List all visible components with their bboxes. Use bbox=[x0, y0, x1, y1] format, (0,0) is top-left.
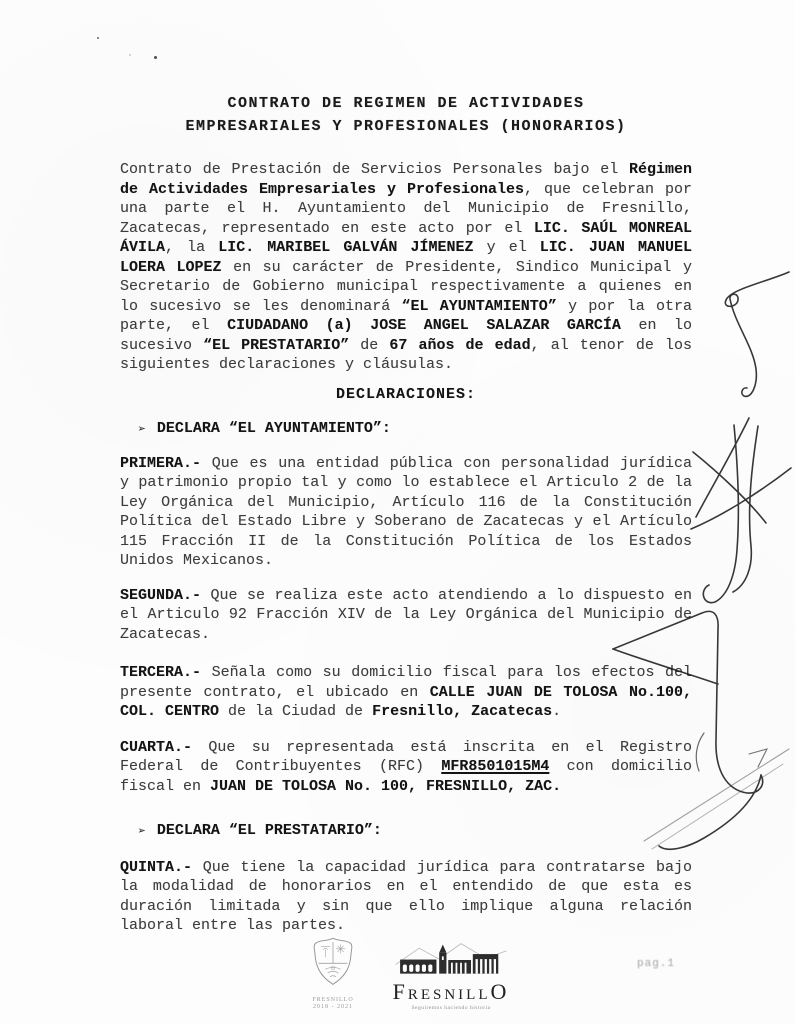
fresnillo-logo bbox=[386, 940, 516, 1011]
wordmark-initial: F bbox=[392, 979, 408, 1004]
municipal-shield-logo bbox=[300, 936, 366, 1011]
block-quinta: QUINTA.- Que tiene la capacidad jurídica para contratarse bajo la modalidad de honorarios en el entendido de que esta es duración limitada y sin que ello implique alguna relación laboral entre las partes. bbox=[120, 858, 693, 934]
document-title-line1: CONTRATO DE REGIMEN DE ACTIVIDADES bbox=[227, 95, 585, 112]
block-tercera: TERCERA.- Señala como su domicilio fiscal para los efectos del presente contrato, el ubicado en CALLE JUAN DE TOLOSA No.100, COL. CENTRO de la Ciudad de Fresnillo, Zacatecas. bbox=[120, 664, 692, 720]
heading-text: DECLARA “EL PRESTATARIO”: bbox=[156, 822, 382, 839]
fresnillo-wordmark bbox=[386, 979, 516, 1004]
document-title bbox=[120, 92, 692, 138]
arrow-bullet-icon: ➢ bbox=[138, 824, 146, 839]
arrow-bullet-icon: ➢ bbox=[138, 422, 146, 437]
fresnillo-tagline: Seguiremos haciendo historia bbox=[411, 1005, 491, 1011]
document-content bbox=[120, 92, 692, 936]
scan-speck bbox=[154, 56, 157, 59]
document-body bbox=[120, 160, 692, 936]
document-title-line2: EMPRESARIALES Y PROFESIONALES (HONORARIOS) bbox=[185, 118, 627, 135]
heading-text: DECLARA “EL AYUNTAMIENTO”: bbox=[156, 420, 391, 437]
wordmark-middle: RESNILL bbox=[407, 987, 491, 1003]
scan-speck bbox=[129, 54, 131, 56]
block-primera: PRIMERA.- Que es una entidad pública con personalidad jurídica y patrimonio propio tal y como lo establece el Articulo 2 de la Ley Orgánica del Municipio, Artículo 116 de la Constitución Política del Estado Libre y Soberano de Zacatecas y el Artículo 115 Fracción II de la Constitución Política de los Estados Unidos Mexicanos. bbox=[120, 454, 693, 569]
block-declaraciones: DECLARACIONES: bbox=[335, 385, 477, 403]
shield-caption-line2: 2018 - 2021 bbox=[313, 1004, 353, 1010]
page-number-label: pag.1 bbox=[637, 958, 676, 970]
fresnillo-skyline-icon bbox=[390, 940, 512, 980]
block-intro: Contrato de Prestación de Servicios Personales bajo el Régimen de Actividades Empresariales y Profesionales, que celebran por una parte el H. Ayuntamiento del Municipio de Fresnillo, Zacatecas, representado en este acto por el LIC. SAÚL MONREAL ÁVILA, la LIC. MARIBEL GALVÁN JÍMENEZ y el LIC. JUAN MANUEL LOERA LOPEZ en su carácter de Presidente, Sindico Municipal y Secretario de Gobierno municipal respectivamente a quienes en lo sucesivo se les denominará “EL AYUNTAMIENTO” y por la otra parte, el CIUDADANO (a) JOSE ANGEL SALAZAR GARCÍA en lo sucesivo “EL PRESTATARIO” de 67 años de edad, al tenor de los siguientes declaraciones y cláusulas. bbox=[120, 161, 693, 373]
block-cuarta: CUARTA.- Que su representada está inscrita en el Registro Federal de Contribuyentes (RFC) MFR8501015M4 con domicilio fiscal en JUAN DE TOLOSA No. 100, FRESNILLO, ZAC. bbox=[120, 738, 693, 795]
block-declara-prestatario bbox=[120, 821, 692, 841]
wordmark-final: O bbox=[490, 979, 510, 1004]
shield-caption-line1: FRESNILLO bbox=[312, 997, 354, 1003]
shield-icon bbox=[310, 936, 356, 992]
shield-caption bbox=[300, 997, 366, 1011]
scan-speck bbox=[97, 37, 99, 39]
block-segunda: SEGUNDA.- Que se realiza este acto atendiendo a lo dispuesto en el Articulo 92 Fracción XIV de la Ley Orgánica del Municipio de Zacatecas. bbox=[120, 586, 693, 643]
block-declara-ayuntamiento bbox=[120, 419, 692, 439]
